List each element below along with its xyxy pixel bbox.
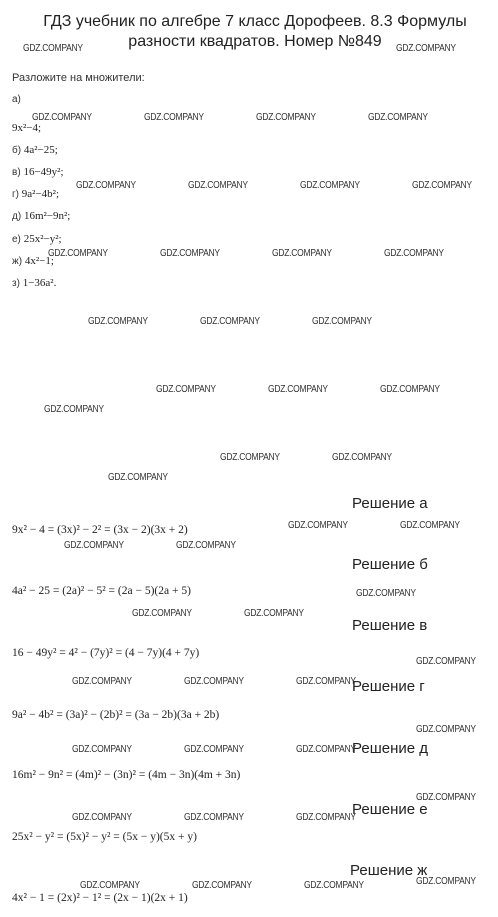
watermark: GDZ.COMPANY bbox=[312, 316, 372, 327]
watermark: GDZ.COMPANY bbox=[412, 180, 472, 191]
watermark: GDZ.COMPANY bbox=[244, 608, 304, 619]
task-b-expr: 4a²−25; bbox=[23, 144, 58, 156]
task-v-letter: в) bbox=[12, 167, 21, 178]
watermark: GDZ.COMPANY bbox=[32, 112, 92, 123]
watermark: GDZ.COMPANY bbox=[368, 112, 428, 123]
watermark: GDZ.COMPANY bbox=[132, 608, 192, 619]
task-z bbox=[12, 277, 56, 289]
task-d bbox=[12, 210, 70, 222]
watermark: GDZ.COMPANY bbox=[396, 43, 456, 54]
task-zh-letter: ж) bbox=[12, 256, 23, 267]
watermark: GDZ.COMPANY bbox=[356, 588, 416, 599]
watermark: GDZ.COMPANY bbox=[304, 880, 364, 891]
solution-v-equation: 16 − 49y² = 4² − (7y)² = (4 − 7y)(4 + 7y) bbox=[12, 647, 200, 659]
watermark: GDZ.COMPANY bbox=[288, 520, 348, 531]
watermark: GDZ.COMPANY bbox=[184, 744, 244, 755]
watermark: GDZ.COMPANY bbox=[72, 676, 132, 687]
watermark: GDZ.COMPANY bbox=[332, 452, 392, 463]
watermark: GDZ.COMPANY bbox=[44, 404, 104, 415]
watermark: GDZ.COMPANY bbox=[416, 792, 476, 803]
watermark: GDZ.COMPANY bbox=[160, 248, 220, 259]
task-g bbox=[12, 188, 59, 200]
watermark: GDZ.COMPANY bbox=[144, 112, 204, 123]
solution-b-equation: 4a² − 25 = (2a)² − 5² = (2a − 5)(2a + 5) bbox=[12, 585, 191, 597]
watermark: GDZ.COMPANY bbox=[48, 248, 108, 259]
task-b-letter: б) bbox=[12, 145, 22, 156]
solution-d-heading: Решение д bbox=[352, 740, 428, 757]
solution-e-heading: Решение е bbox=[352, 801, 428, 818]
solution-a-heading: Решение а bbox=[352, 495, 428, 512]
watermark: GDZ.COMPANY bbox=[64, 540, 124, 551]
watermark: GDZ.COMPANY bbox=[272, 248, 332, 259]
watermark: GDZ.COMPANY bbox=[268, 384, 328, 395]
watermark: GDZ.COMPANY bbox=[380, 384, 440, 395]
task-a bbox=[12, 122, 41, 134]
watermark: GDZ.COMPANY bbox=[184, 676, 244, 687]
watermark: GDZ.COMPANY bbox=[72, 812, 132, 823]
watermark: GDZ.COMPANY bbox=[156, 384, 216, 395]
solution-e-equation: 25x² − y² = (5x)² − y² = (5x − y)(5x + y) bbox=[12, 831, 197, 843]
task-v-expr: 16−49y²; bbox=[23, 166, 64, 178]
task-d-expr: 16m²−9n²; bbox=[23, 210, 71, 222]
solution-g-heading: Решение г bbox=[352, 678, 425, 695]
watermark: GDZ.COMPANY bbox=[400, 520, 460, 531]
watermark: GDZ.COMPANY bbox=[384, 248, 444, 259]
solution-v-heading: Решение в bbox=[352, 617, 428, 634]
task-e-letter: е) bbox=[12, 234, 21, 245]
solution-g-equation: 9a² − 4b² = (3a)² − (2b)² = (3a − 2b)(3a + 2b) bbox=[12, 709, 220, 721]
watermark: GDZ.COMPANY bbox=[108, 472, 168, 483]
task-z-letter: з) bbox=[12, 278, 20, 289]
task-a-letter: а) bbox=[12, 94, 21, 105]
task-g-letter: г) bbox=[12, 189, 19, 200]
solution-zh-heading: Решение ж bbox=[350, 862, 428, 879]
solution-zh-equation: 4x² − 1 = (2x)² − 1² = (2x − 1)(2x + 1) bbox=[12, 892, 188, 904]
watermark: GDZ.COMPANY bbox=[416, 656, 476, 667]
task-z-expr: 1−36a². bbox=[22, 277, 57, 289]
watermark: GDZ.COMPANY bbox=[192, 880, 252, 891]
task-b bbox=[12, 144, 58, 156]
watermark: GDZ.COMPANY bbox=[256, 112, 316, 123]
solution-b-heading: Решение б bbox=[352, 556, 428, 573]
watermark: GDZ.COMPANY bbox=[188, 180, 248, 191]
task-g-expr: 9a²−4b²; bbox=[21, 188, 60, 200]
watermark: GDZ.COMPANY bbox=[23, 43, 83, 54]
solution-a-equation: 9x² − 4 = (3x)² − 2² = (3x − 2)(3x + 2) bbox=[12, 524, 188, 536]
watermark: GDZ.COMPANY bbox=[80, 880, 140, 891]
watermark: GDZ.COMPANY bbox=[76, 180, 136, 191]
watermark: GDZ.COMPANY bbox=[300, 180, 360, 191]
watermark: GDZ.COMPANY bbox=[416, 876, 476, 887]
task-v bbox=[12, 166, 64, 178]
watermark: GDZ.COMPANY bbox=[296, 676, 356, 687]
watermark: GDZ.COMPANY bbox=[72, 744, 132, 755]
watermark: GDZ.COMPANY bbox=[220, 452, 280, 463]
watermark: GDZ.COMPANY bbox=[176, 540, 236, 551]
watermark: GDZ.COMPANY bbox=[88, 316, 148, 327]
watermark: GDZ.COMPANY bbox=[296, 744, 356, 755]
watermark: GDZ.COMPANY bbox=[416, 724, 476, 735]
task-zh-expr: 4x²−1; bbox=[24, 255, 54, 267]
watermark: GDZ.COMPANY bbox=[184, 812, 244, 823]
solution-d-equation: 16m² − 9n² = (4m)² − (3n)² = (4m − 3n)(4m + 3n) bbox=[12, 769, 241, 781]
task-intro: Разложите на множители: bbox=[12, 72, 145, 84]
watermark: GDZ.COMPANY bbox=[200, 316, 260, 327]
task-e-expr: 25x²−y²; bbox=[23, 233, 62, 245]
task-a-expr: 9x²−4; bbox=[12, 122, 42, 134]
task-d-letter: д) bbox=[12, 211, 22, 222]
page-title: ГДЗ учебник по алгебре 7 класс Дорофеев. 8.3 Формулы разности квадратов. Номер №849 bbox=[43, 13, 467, 50]
task-e bbox=[12, 233, 62, 245]
watermark: GDZ.COMPANY bbox=[296, 812, 356, 823]
